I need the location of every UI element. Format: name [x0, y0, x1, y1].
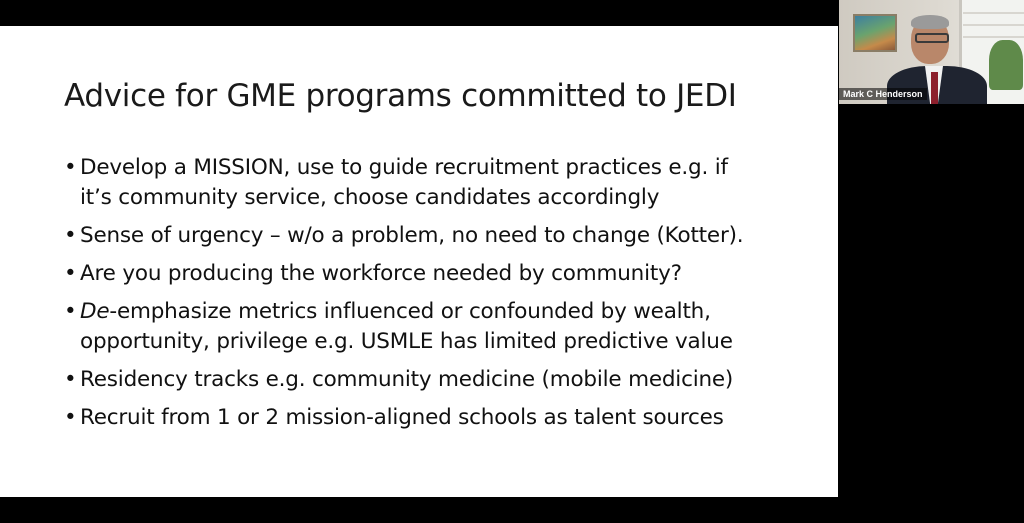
plant: [989, 40, 1023, 90]
bullet-item: [64, 259, 824, 289]
slide-title: Advice for GME programs committed to JEDI: [64, 78, 737, 114]
bullet-line: it’s community service, choose candidates accordingly: [80, 185, 660, 210]
person-hair: [911, 15, 949, 29]
wall-painting: [853, 14, 897, 52]
bullet-item: [64, 403, 824, 433]
bullet-dot: •: [64, 299, 77, 324]
presentation-slide: [0, 26, 838, 497]
bullet-item: [64, 365, 824, 395]
window-blind: [963, 12, 1024, 14]
bullet-line: Recruit from 1 or 2 mission-aligned schools as talent sources: [80, 405, 724, 430]
bullet-line: opportunity, privilege e.g. USMLE has limited predictive value: [80, 329, 733, 354]
bullet-item: [64, 297, 824, 357]
window-blind: [963, 36, 1024, 38]
bullet-item: [64, 153, 824, 213]
participant-video-tile[interactable]: [839, 0, 1024, 104]
italic-prefix: De: [80, 299, 110, 324]
bullet-dot: •: [64, 367, 77, 392]
bullet-dot: •: [64, 405, 77, 430]
participant-name-label: Mark C Henderson: [839, 88, 927, 100]
bullet-list: [64, 153, 824, 441]
bullet-line: Residency tracks e.g. community medicine (mobile medicine): [80, 367, 734, 392]
bullet-dot: •: [64, 223, 77, 248]
bullet-line: [80, 297, 824, 327]
window-blind: [963, 24, 1024, 26]
person-tie: [931, 72, 938, 104]
bullet-item: [64, 221, 824, 251]
bullet-dot: •: [64, 155, 77, 180]
bullet-line: Develop a MISSION, use to guide recruitment practices e.g. if: [80, 155, 728, 180]
bullet-text: -emphasize metrics influenced or confounded by wealth,: [109, 299, 711, 324]
bullet-dot: •: [64, 261, 77, 286]
bullet-line: Sense of urgency – w/o a problem, no need to change (Kotter).: [80, 223, 744, 248]
person-glasses: [915, 33, 949, 43]
bullet-line: Are you producing the workforce needed by community?: [80, 261, 682, 286]
